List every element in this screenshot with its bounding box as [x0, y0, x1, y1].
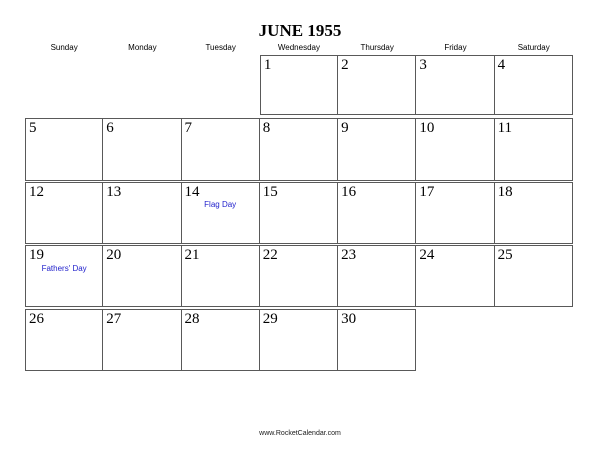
- day-number: 11: [497, 120, 513, 136]
- day-number: 19: [29, 247, 44, 263]
- day-number: 9: [341, 120, 349, 136]
- day-cell-9: [338, 118, 416, 181]
- day-number: 26: [29, 310, 44, 327]
- weekday-header-thursday: Thursday: [360, 43, 394, 52]
- day-number: 27: [106, 310, 122, 327]
- day-cell-20: [103, 245, 181, 307]
- day-cell-18: [495, 182, 573, 245]
- day-cell-30: [338, 309, 416, 371]
- day-number: 5: [29, 120, 37, 136]
- day-number: 16: [341, 183, 357, 200]
- week-row-5: [25, 309, 416, 371]
- day-cell-15: [260, 182, 338, 245]
- day-number: 17: [419, 183, 435, 200]
- day-cell-7: [182, 118, 260, 181]
- day-cell-25: [495, 245, 573, 307]
- day-number: 22: [262, 247, 278, 263]
- day-number: 18: [497, 183, 513, 200]
- day-cell-13: [103, 182, 181, 245]
- day-cell-24: [416, 245, 494, 307]
- weekday-header-sunday: Sunday: [50, 43, 78, 52]
- day-number: 3: [419, 57, 427, 73]
- day-cell-4: [495, 55, 573, 115]
- week-row-3: [25, 182, 573, 245]
- day-cell-22: [260, 245, 338, 307]
- day-number: 10: [419, 120, 435, 136]
- holiday-label: Fathers' Day: [41, 263, 87, 273]
- day-number: 28: [184, 310, 200, 327]
- day-cell-1: [260, 55, 338, 115]
- day-number: 7: [184, 120, 193, 136]
- day-cell-14: [182, 182, 260, 245]
- day-cell-5: [25, 118, 103, 181]
- day-cell-26: [25, 309, 103, 371]
- day-cell-3: [416, 55, 494, 115]
- calendar-title: JUNE 1955: [258, 21, 342, 40]
- weekday-header-friday: Friday: [444, 43, 467, 52]
- weekday-header-tuesday: Tuesday: [205, 43, 236, 52]
- week-row-1: [260, 55, 573, 115]
- day-number: 4: [497, 57, 506, 73]
- day-cell-21: [182, 245, 260, 307]
- day-number: 1: [263, 57, 272, 73]
- day-cell-16: [338, 182, 416, 245]
- day-number: 15: [262, 183, 278, 200]
- day-cell-11: [495, 118, 573, 181]
- day-number: 24: [419, 247, 435, 263]
- day-cell-17: [416, 182, 494, 245]
- day-number: 20: [106, 247, 122, 263]
- day-cell-10: [416, 118, 494, 181]
- day-number: 6: [106, 120, 114, 136]
- day-number: 2: [341, 57, 349, 73]
- weekday-header-monday: Monday: [128, 43, 157, 52]
- day-cell-8: [260, 118, 338, 181]
- day-number: 12: [29, 183, 44, 200]
- day-number: 13: [106, 183, 122, 200]
- day-cell-29: [260, 309, 338, 371]
- day-cell-6: [103, 118, 181, 181]
- day-cell-27: [103, 309, 181, 371]
- day-number: 8: [262, 120, 271, 136]
- day-number: 30: [341, 310, 357, 327]
- weekday-header-row: [25, 43, 573, 52]
- footer-url: www.RocketCalendar.com: [259, 430, 341, 437]
- day-number: 14: [184, 183, 200, 200]
- day-cell-12: [25, 182, 103, 245]
- weekday-header-saturday: Saturday: [517, 43, 550, 52]
- weekday-header-wednesday: Wednesday: [277, 43, 320, 52]
- day-number: 25: [497, 247, 513, 263]
- day-number: 23: [341, 247, 357, 263]
- day-cell-2: [338, 55, 416, 115]
- holiday-label: Flag Day: [204, 200, 237, 210]
- day-cell-19: [25, 245, 103, 307]
- week-row-4: [25, 245, 573, 307]
- day-cell-23: [338, 245, 416, 307]
- day-number: 21: [184, 247, 200, 263]
- day-cell-28: [182, 309, 260, 371]
- week-row-2: [25, 118, 573, 181]
- day-number: 29: [262, 310, 278, 327]
